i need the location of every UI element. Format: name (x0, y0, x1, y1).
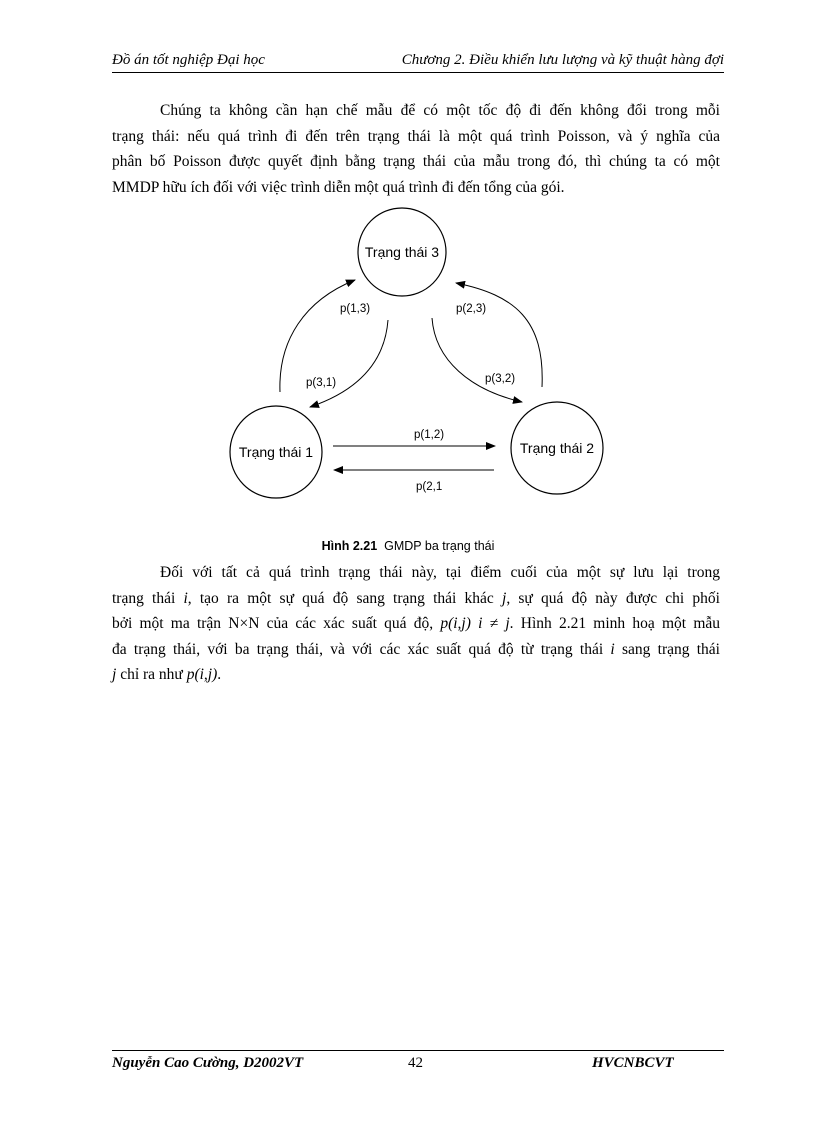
p2-l5-j: j (112, 666, 117, 683)
label-p31: p(3,1) (306, 377, 337, 389)
paragraph-1-line-1: Chúng ta không cần hạn chế mẫu để có một tốc độ đi đến không đổi trong mỗi (160, 102, 720, 119)
p2-l3-formula: p(i,j) i ≠ j (440, 615, 510, 632)
figure-caption (0, 539, 816, 553)
paragraph-1-line-3: phân bố Poisson được quyết định bằng trạng thái của mẫu trong đó, thì chúng ta có một (112, 153, 720, 170)
p2-l3-a: bởi một ma trận N×N của các xác suất quá độ, (112, 615, 441, 632)
footer-rule (112, 1050, 724, 1051)
paragraph-2-line-3 (112, 611, 720, 637)
p2-l5-a: chỉ ra như (116, 666, 187, 683)
arrow-2-to-3 (456, 283, 542, 387)
label-p21: p(2,1 (416, 481, 443, 493)
p2-l2-c: , sự quá độ này được chi phối (506, 589, 720, 607)
page-number: 42 (408, 1055, 423, 1071)
paragraph-2-line-2 (112, 586, 720, 612)
label-p12: p(1,2) (414, 429, 445, 441)
p2-l5-b: . (217, 666, 222, 683)
paragraph-2-line-1: Đối với tất cả quá trình trạng thái này, tại điểm cuối của một sự lưu lại trong (160, 564, 720, 581)
state-1-label: Trạng thái 1 (238, 444, 314, 460)
p2-l2-a: trạng thái (112, 589, 184, 607)
paragraph-1 (112, 98, 720, 200)
p2-l2-b: , tạo ra một sự quá độ sang trạng thái khác (187, 589, 503, 607)
p2-l5-formula: p(i,j) (186, 666, 218, 683)
footer-author: Nguyễn Cao Cường, D2002VT (112, 1055, 304, 1071)
p2-l4-b: sang trạng thái (614, 640, 720, 658)
paragraph-2-line-5 (112, 662, 720, 688)
p2-l4-a: đa trạng thái, với ba trạng thái, và với các xác suất quá độ từ trạng thái (112, 640, 611, 658)
footer-org: HVCNBCVT (592, 1055, 674, 1071)
paragraph-1-line-4: MMDP hữu ích đối với việc trình diễn một quá trình đi đến tổng của gói. (112, 178, 565, 196)
label-p13: p(1,3) (340, 303, 371, 315)
label-p23: p(2,3) (456, 303, 487, 315)
paragraph-2-line-4 (112, 637, 720, 663)
arrow-1-to-3 (280, 280, 355, 392)
p2-l3-b: . Hình 2.21 minh hoạ một mẫu (509, 615, 721, 632)
paragraph-2 (112, 560, 720, 688)
header-left: Đồ án tốt nghiệp Đại học (112, 52, 265, 68)
p2-l2-j: j (502, 589, 507, 607)
header-right: Chương 2. Điều khiển lưu lượng và kỹ thuật hàng đợi (401, 52, 724, 68)
label-p32: p(3,2) (485, 373, 516, 385)
state-2-label: Trạng thái 2 (519, 440, 595, 456)
p2-l2-i: i (183, 589, 188, 607)
caption-number: Hình 2.21 (321, 539, 378, 553)
state-3-label: Trạng thái 3 (364, 244, 440, 260)
arrow-3-to-1 (310, 320, 388, 407)
p2-l4-i: i (610, 640, 615, 658)
arrow-3-to-2 (432, 318, 522, 402)
page-header (112, 50, 724, 73)
paragraph-1-line-2: trạng thái: nếu quá trình đi đến trên trạng thái là một quá trình Poisson, và ý nghĩa của (112, 127, 720, 145)
state-diagram (220, 200, 620, 515)
caption-text: GMDP ba trạng thái (384, 539, 495, 553)
